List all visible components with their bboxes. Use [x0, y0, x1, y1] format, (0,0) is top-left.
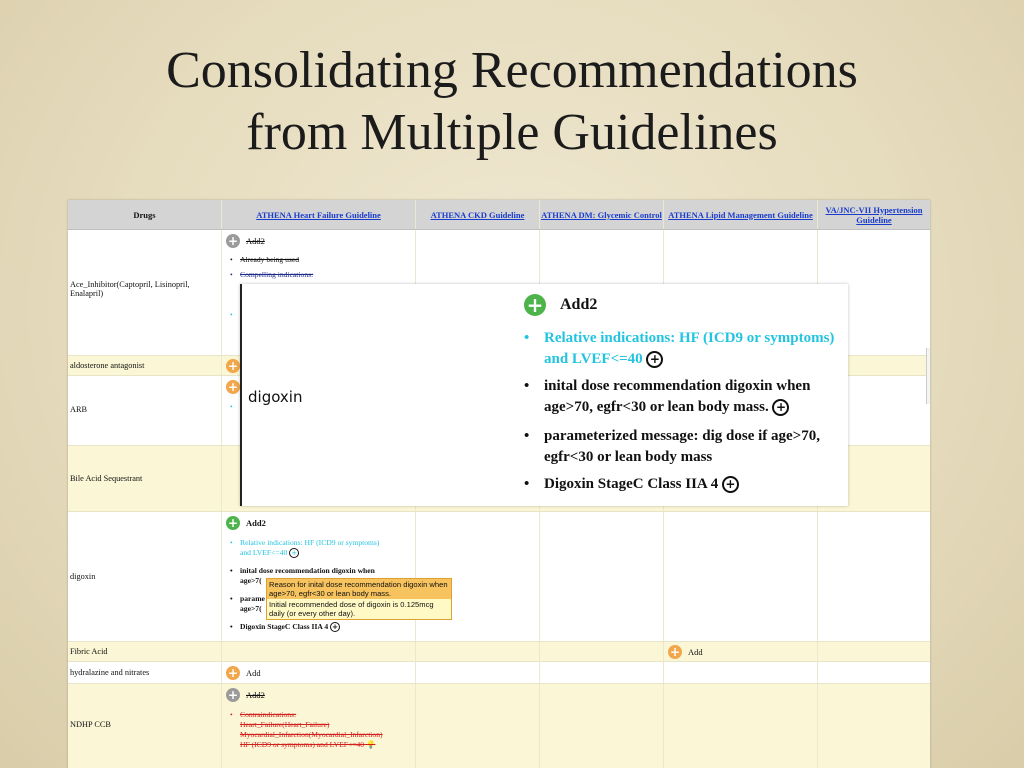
slide-title-line1: Consolidating Recommendations [166, 42, 858, 99]
zoom-rec-relative: • Relative indications: HF (ICD9 or symptoms) and LVEF<=40 + [544, 328, 844, 370]
drug-name: digoxin [70, 572, 96, 581]
expand-icon[interactable]: + [646, 351, 663, 368]
drug-name: hydralazine and nitrates [70, 668, 150, 677]
guideline-screenshot [68, 200, 930, 768]
rec-relative-indication: • Relative indications: HF (ICD9 or symptoms) and LVEF<=40 + [240, 538, 390, 558]
add-label: Add2 [246, 690, 265, 700]
add-icon[interactable]: + [227, 666, 239, 680]
tooltip-detail: Initial recommended dose of digoxin is 0.125mcg daily (or every other day). [269, 600, 434, 618]
rec-already-used: • Already being used [240, 255, 299, 265]
rec-parameterized: • parame age>7( [240, 594, 265, 614]
table-row-hydralazine [68, 662, 930, 684]
expand-icon[interactable]: + [772, 399, 789, 416]
reason-tooltip [266, 578, 452, 620]
header-heart-failure-link[interactable]: ATHENA Heart Failure Guideline [256, 209, 381, 220]
header-lipid-link[interactable]: ATHENA Lipid Management Guideline [668, 209, 813, 220]
expand-icon[interactable]: + [289, 548, 299, 558]
header-drugs: Drugs [68, 200, 222, 229]
slide-title [0, 40, 1024, 164]
header-ckd-link[interactable]: ATHENA CKD Guideline [430, 209, 525, 220]
zoom-drug-label: digoxin [248, 388, 303, 406]
drug-name: aldosterone antagonist [70, 361, 145, 370]
drug-name: Ace_Inhibitor(Captopril, Lisinopril, Enalapril) [70, 280, 190, 298]
remove-add-icon[interactable]: + [227, 688, 239, 702]
zoom-rec-parameterized: • parameterized message: dig dose if age>70, egfr<30 or lean body mass [544, 426, 844, 468]
rec-compelling: • Compelling indications: [240, 270, 313, 280]
table-row-ndhp-ccb [68, 684, 930, 768]
remove-add-icon[interactable]: + [227, 234, 239, 248]
zoom-rec-stagec: • Digoxin StageC Class IIA 4 + [544, 474, 844, 495]
expand-icon[interactable]: + [722, 476, 739, 493]
add-label: Add [688, 647, 703, 657]
header-dm-link[interactable]: ATHENA DM: Glycemic Control [541, 209, 662, 220]
add-icon[interactable]: + [227, 359, 239, 373]
drug-name: NDHP CCB [70, 720, 111, 729]
table-row-fibric-acid [68, 642, 930, 662]
rec-contraindications: • Contraindications: Heart_Failure(Heart_Failure) Myocardial_Infarction(Myocardial_Infarction) HF (ICD9 or symptoms) and LVEF<=40 💡 [240, 710, 416, 750]
zoom-rec-initial-dose: • inital dose recommendation digoxin when age>70, egfr<30 or lean body mass. + [544, 376, 844, 418]
slide-title-line2: from Multiple Guidelines [246, 104, 778, 161]
rec-initial-dose: • inital dose recommendation digoxin when age>7( [240, 566, 412, 586]
expand-icon[interactable]: + [330, 622, 340, 632]
scrollbar[interactable] [926, 348, 930, 404]
add-label: Add2 [246, 236, 265, 246]
drug-name: Bile Acid Sequestrant [70, 474, 143, 483]
add-icon[interactable]: + [227, 380, 239, 394]
add-icon[interactable]: + [669, 645, 681, 659]
header-hypertension-link[interactable]: VA/JNC-VII Hypertension Guideline [825, 204, 923, 225]
drug-name: Fibric Acid [70, 647, 108, 656]
zoom-callout [240, 284, 848, 506]
add-label: Add2 [246, 518, 266, 528]
zoom-add-label: Add2 [560, 296, 598, 313]
drug-name: ARB [70, 405, 88, 414]
table-row-digoxin [68, 512, 930, 642]
table-header [68, 200, 930, 230]
lightbulb-icon[interactable]: 💡 [366, 740, 376, 749]
rec-stagec: • Digoxin StageC Class IIA 4 + [240, 622, 340, 632]
add-active-icon[interactable]: + [227, 516, 239, 530]
zoom-add-icon[interactable]: + [524, 294, 546, 316]
add-label: Add [246, 668, 261, 678]
tooltip-reason: Reason for inital dose recommendation digoxin when age>70, egfr<30 or lean body mass. [267, 579, 451, 599]
